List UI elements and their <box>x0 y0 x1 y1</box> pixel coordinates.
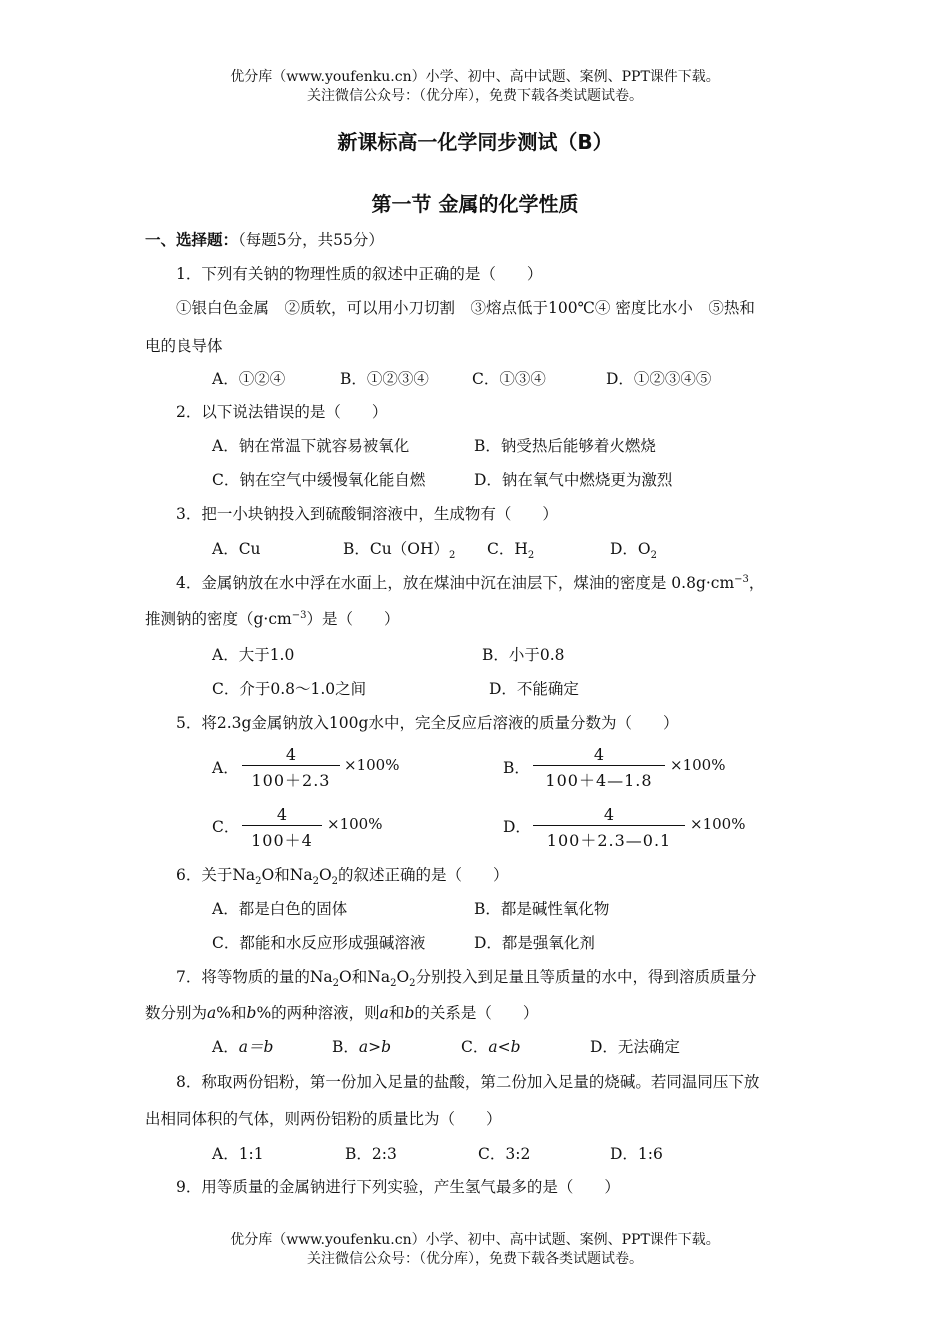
q6-option-d: D．都是强氧化剂 <box>474 934 595 952</box>
q5-c-percent: ×100% <box>327 815 383 833</box>
q3-option-b: B．$Cu(OH)_2$ <box>343 540 456 562</box>
header-line-2: 关注微信公众号：（优分库），免费下载各类试题试卷。 <box>307 88 643 104</box>
q5-option-d-fraction <box>533 805 685 851</box>
q8-option-d: D．1:6 <box>610 1145 663 1163</box>
section-title: 第一节 金属的化学性质 <box>371 192 579 216</box>
q5-a-percent: ×100% <box>344 756 400 774</box>
q1-option-a: A．①②④ <box>212 370 286 388</box>
q5-option-c-fraction <box>242 805 322 851</box>
q4-option-c: C．介于0.8～1.0之间 <box>212 680 367 698</box>
q2-option-c: C．钠在空气中缓慢氧化能自燃 <box>212 471 426 489</box>
header-line-1: 优分库（www.youfenku.cn）小学、初中、高中试题、案例、PPT课件下载。 <box>230 69 720 85</box>
q1-option-d: D．①②③④⑤ <box>606 370 712 388</box>
q5-b-numerator: 4 <box>593 745 605 764</box>
q4-option-a: A．大于1.0 <box>212 646 295 664</box>
q4-option-b: B．小于0.8 <box>482 646 565 664</box>
q5-option-a-label: A． <box>212 759 239 777</box>
q1-option-b: B．①②③④ <box>340 370 429 388</box>
q7-stem-cont: 数分别为a%和b%的两种溶液，则a和b的关系是（ ） <box>145 1004 539 1022</box>
q5-option-d-label: D． <box>503 818 531 836</box>
q3-option-a: A．Cu <box>212 540 261 558</box>
q1-items-cont: 电的良导体 <box>145 337 223 355</box>
footer-line-2: 关注微信公众号：（优分库），免费下载各类试题试卷。 <box>307 1251 643 1267</box>
q7-option-a: A．a＝b <box>212 1038 274 1056</box>
q7-stem: 7．将等物质的量的$Na_2O$和$Na_2O_2$分别投入到足量且等质量的水中，得到溶质质量分 <box>176 968 757 990</box>
q3-option-d: D．$O_2$ <box>610 540 658 562</box>
q5-d-denominator: 100＋2.3—0.1 <box>546 831 672 850</box>
q5-option-b-fraction <box>533 745 665 791</box>
q5-d-numerator: 4 <box>603 805 615 824</box>
q5-c-numerator: 4 <box>276 805 288 824</box>
q8-option-b: B．2:3 <box>345 1145 397 1163</box>
q5-b-denominator: 100＋4—1.8 <box>545 771 653 790</box>
q6-option-c: C．都能和水反应形成强碱溶液 <box>212 934 426 952</box>
q5-option-a-fraction <box>242 745 340 791</box>
q5-c-denominator: 100＋4 <box>251 831 313 850</box>
q1-option-c: C．①③④ <box>472 370 546 388</box>
q8-stem: 8．称取两份铝粉，第一份加入足量的盐酸，第二份加入足量的烧碱。若同温同压下放 <box>176 1073 760 1091</box>
q4-stem-cont: 推测钠的密度$(g\cdot cm^{-3})$是（ ） <box>145 609 400 628</box>
q6-option-b: B．都是碱性氧化物 <box>474 900 610 918</box>
q7-option-c: C．a<b <box>461 1038 521 1056</box>
q5-a-denominator: 100＋2.3 <box>251 771 331 790</box>
q6-stem: 6．关于$Na_2O$和$Na_2O_2$的叙述正确的是（ ） <box>176 866 509 888</box>
q2-option-d: D．钠在氧气中燃烧更为激烈 <box>474 471 673 489</box>
q2-option-a: A．钠在常温下就容易被氧化 <box>212 437 410 455</box>
q1-items: ①银白色金属 ②质软，可以用小刀切割 ③熔点低于100℃④ 密度比水小 ⑤热和 <box>176 299 755 317</box>
q8-option-a: A．1:1 <box>212 1145 264 1163</box>
q4-option-d: D．不能确定 <box>489 680 579 698</box>
q5-a-numerator: 4 <box>285 745 297 764</box>
q7-option-d: D．无法确定 <box>590 1038 680 1056</box>
q5-option-c-label: C． <box>212 818 240 836</box>
q4-stem: 4．金属钠放在水中浮在水面上，放在煤油中沉在油层下，煤油的密度是 $0.8g\cdot cm^{-3}$， <box>176 573 765 592</box>
q3-stem: 3．把一小块钠投入到硫酸铜溶液中，生成物有（ ） <box>176 505 558 523</box>
footer-line-1: 优分库（www.youfenku.cn）小学、初中、高中试题、案例、PPT课件下载。 <box>230 1232 720 1248</box>
section-note: （每题5分，共55分） <box>238 231 384 249</box>
q8-stem-cont: 出相同体积的气体，则两份铝粉的质量比为（ ） <box>145 1110 502 1128</box>
q6-option-a: A．都是白色的固体 <box>212 900 348 918</box>
q1-stem: 1．下列有关钠的物理性质的叙述中正确的是（ ） <box>176 265 543 283</box>
q5-b-percent: ×100% <box>670 756 726 774</box>
q5-stem: 5．将2.3g金属钠放入100g水中，完全反应后溶液的质量分数为（ ） <box>176 714 679 732</box>
q9-stem: 9．用等质量的金属钠进行下列实验，产生氢气最多的是（ ） <box>176 1178 620 1196</box>
q2-option-b: B．钠受热后能够着火燃烧 <box>474 437 656 455</box>
q7-option-b: B．a>b <box>332 1038 392 1056</box>
q5-d-percent: ×100% <box>690 815 746 833</box>
section-label: 一、选择题： <box>145 231 239 249</box>
section-heading <box>145 228 384 250</box>
q5-option-b-label: B． <box>503 759 530 777</box>
q2-stem: 2．以下说法错误的是（ ） <box>176 403 388 421</box>
page-title: 新课标高一化学同步测试（B） <box>337 130 613 154</box>
q8-option-c: C．3:2 <box>478 1145 531 1163</box>
q3-option-c: C．$H_2$ <box>487 540 535 562</box>
